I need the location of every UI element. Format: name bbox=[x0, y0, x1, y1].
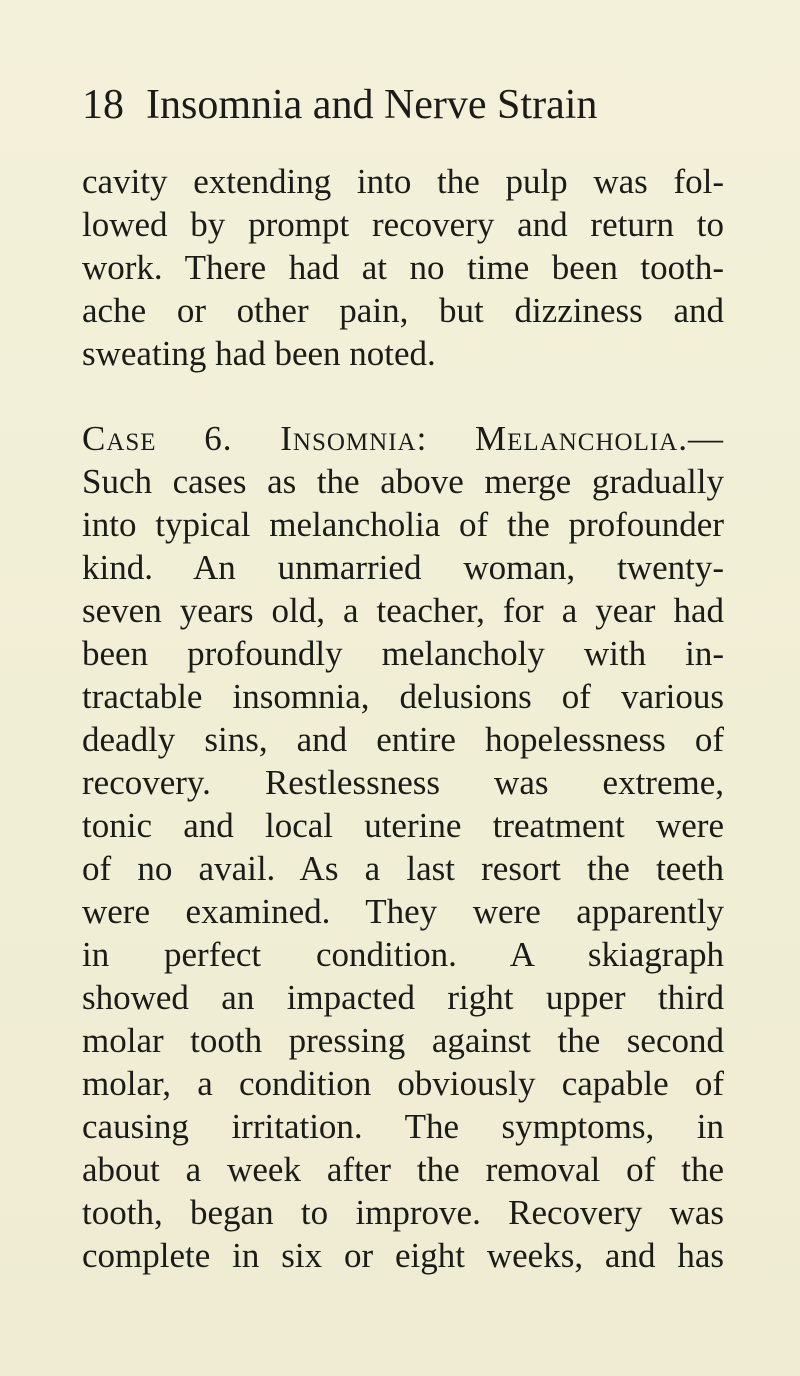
text-line: tonic and local uterine treatment were bbox=[82, 806, 724, 845]
text-line: sweating had been noted. bbox=[82, 334, 436, 373]
text-line: tooth, began to improve. Recovery was bbox=[82, 1193, 724, 1232]
text-line: of no avail. As a last resort the teeth bbox=[82, 849, 724, 888]
text-line: seven years old, a teacher, for a year had bbox=[82, 591, 724, 630]
text-line: were examined. They were apparently bbox=[82, 892, 724, 931]
text-line: molar tooth pressing against the second bbox=[82, 1021, 724, 1060]
text-line: recovery. Restlessness was extreme, bbox=[82, 763, 724, 802]
text-line: showed an impacted right upper third bbox=[82, 978, 724, 1017]
text-line: been profoundly melancholy with in- bbox=[82, 634, 724, 673]
text-line: cavity extending into the pulp was fol- bbox=[82, 162, 724, 201]
case-6-paragraph bbox=[82, 417, 724, 1277]
text-line: lowed by prompt recovery and return to bbox=[82, 205, 724, 244]
text-line: molar, a condition obviously capable of bbox=[82, 1064, 724, 1103]
text-line: ache or other pain, but dizziness and bbox=[82, 291, 724, 330]
text-line: work. There had at no time been tooth- bbox=[82, 248, 724, 287]
paragraph-continuation bbox=[82, 160, 724, 375]
text-line: Such cases as the above merge gradually bbox=[82, 462, 724, 501]
running-header bbox=[82, 80, 597, 130]
page-number: 18 bbox=[82, 82, 124, 128]
text-line: about a week after the removal of the bbox=[82, 1150, 724, 1189]
text-line: deadly sins, and entire hopelessness of bbox=[82, 720, 724, 759]
text-line: into typical melancholia of the profounder bbox=[82, 505, 724, 544]
text-line: in perfect condition. A skiagraph bbox=[82, 935, 724, 974]
text-line: kind. An unmarried woman, twenty- bbox=[82, 548, 724, 587]
case-heading: Case 6. Insomnia: Melancholia.— bbox=[82, 419, 724, 458]
paragraph-gap bbox=[82, 375, 724, 417]
text-line: tractable insomnia, delusions of various bbox=[82, 677, 724, 716]
body-text bbox=[82, 160, 724, 1277]
text-line: complete in six or eight weeks, and has bbox=[82, 1236, 724, 1275]
text-line: causing irritation. The symptoms, in bbox=[82, 1107, 724, 1146]
running-title: Insomnia and Nerve Strain bbox=[146, 82, 598, 128]
